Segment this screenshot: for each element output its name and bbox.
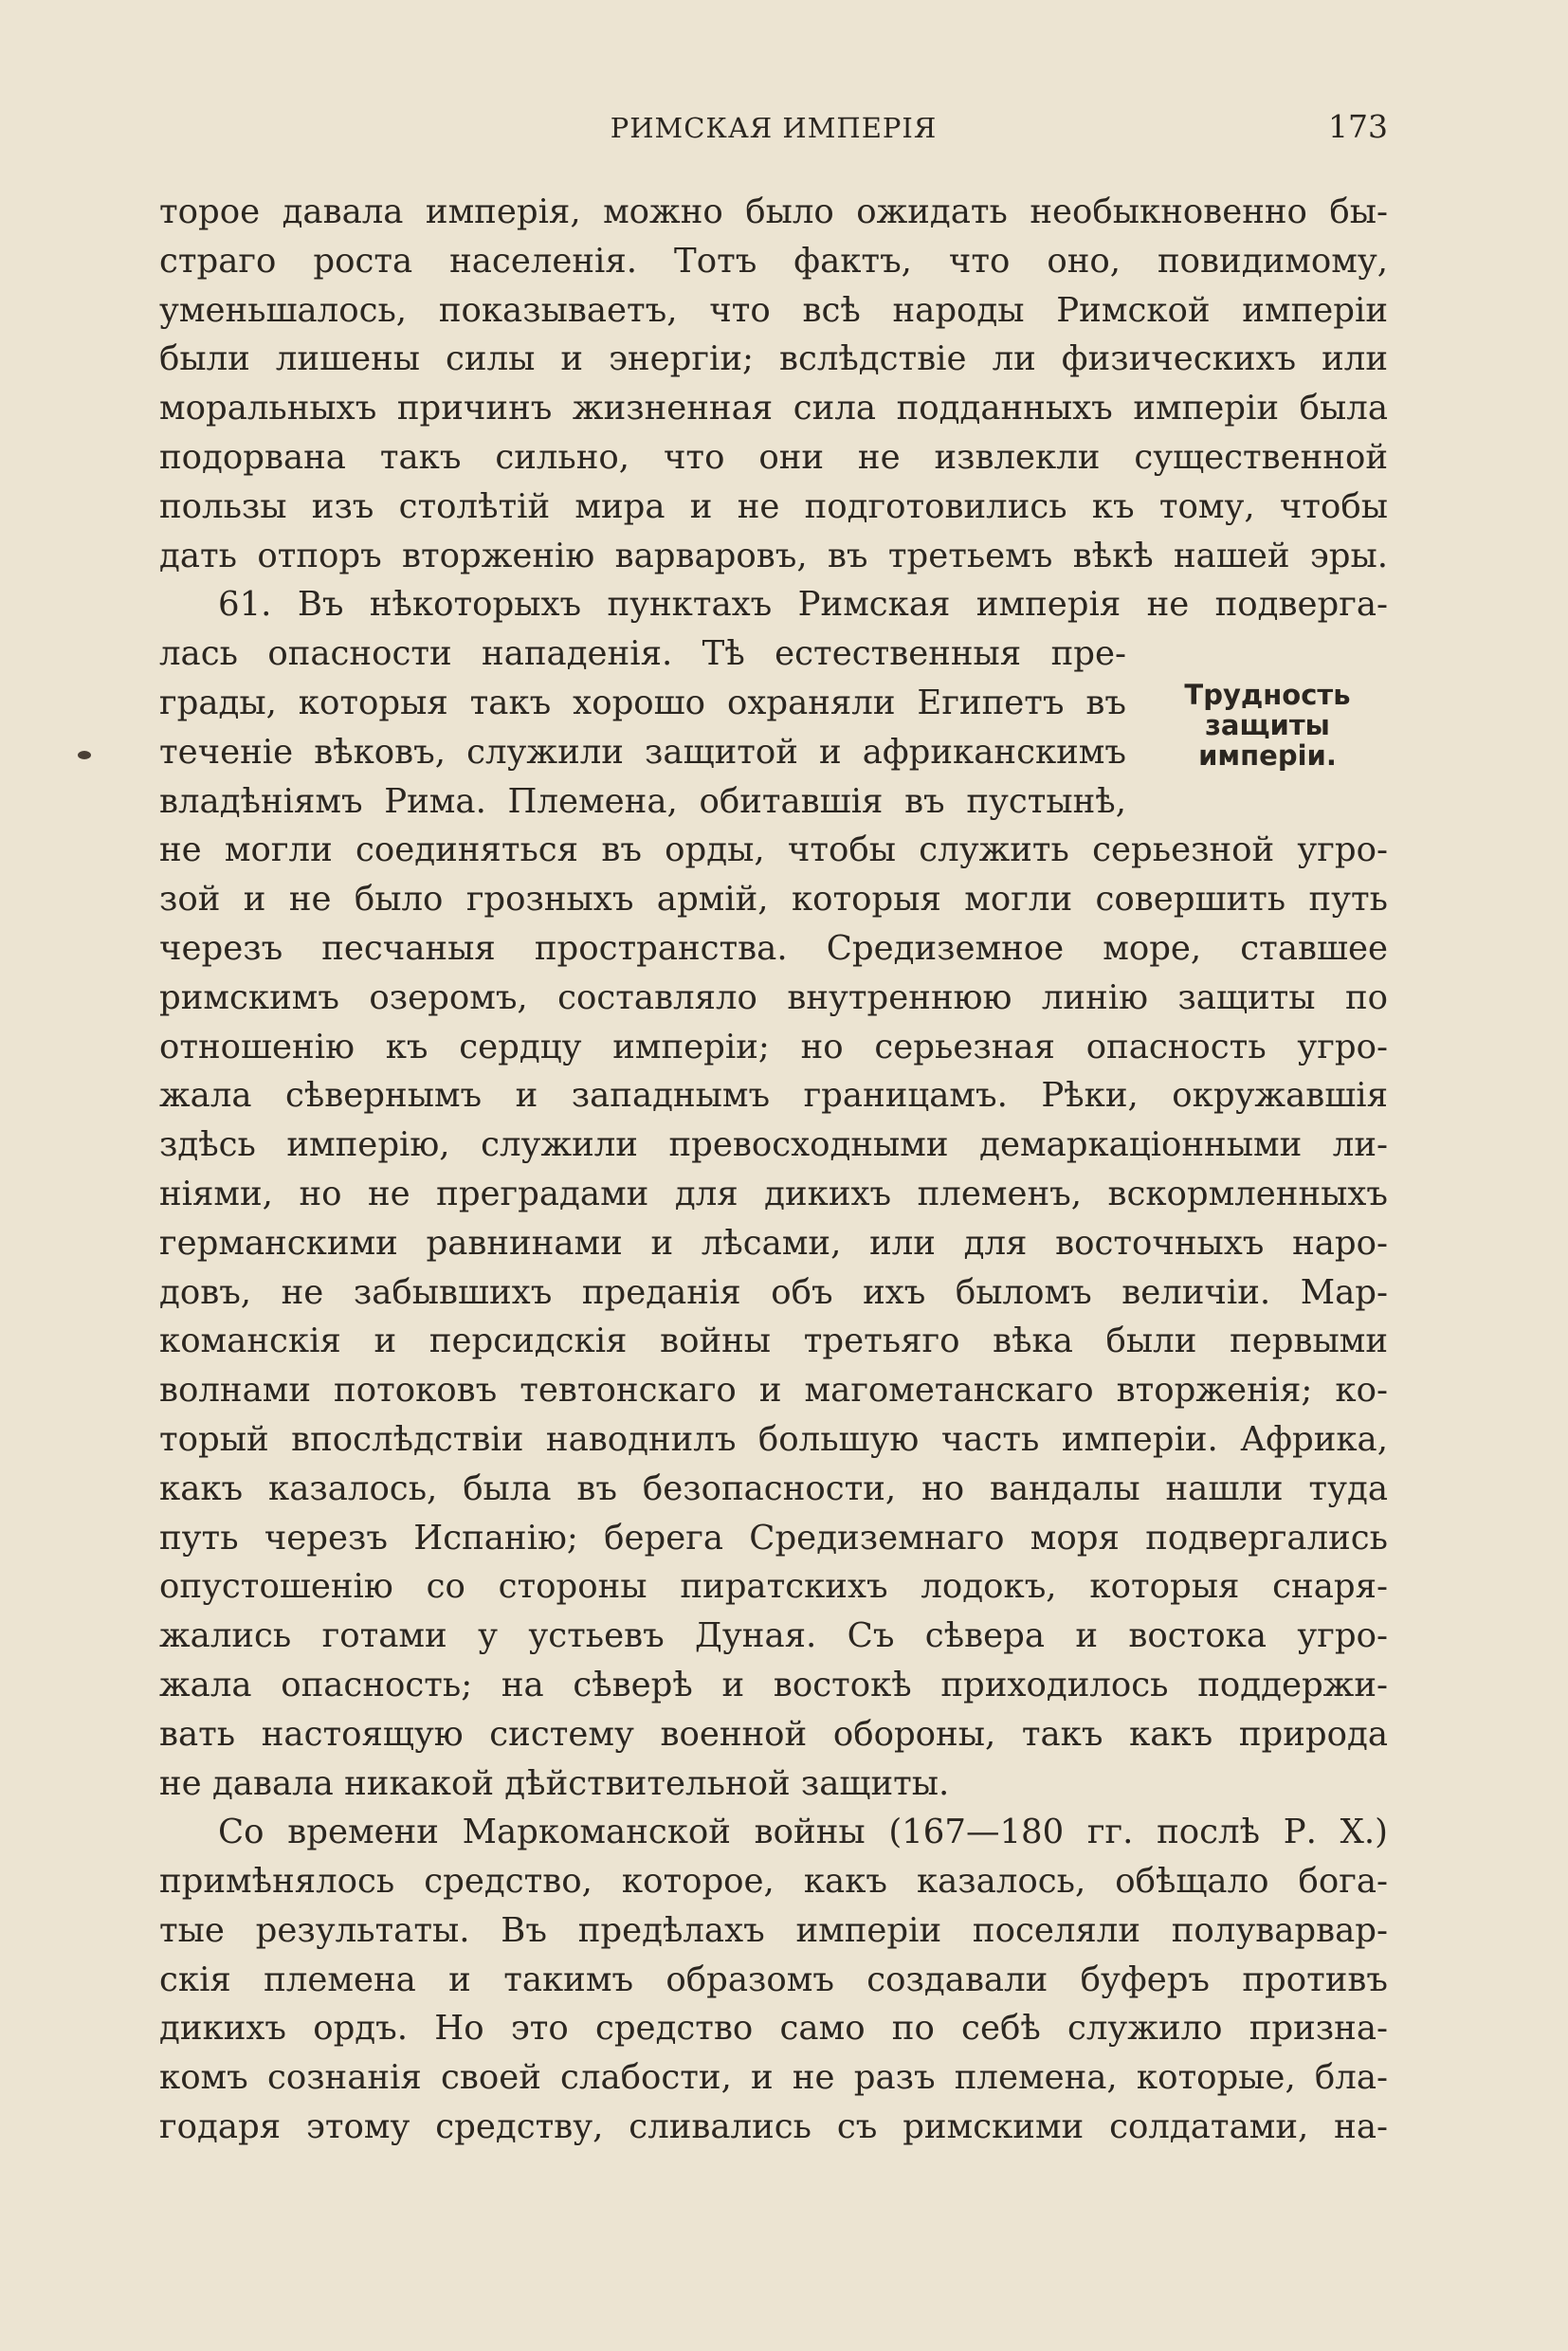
text-line: комъ сознанія своей слабости, и не разъ племена, которые, бла-: [159, 2058, 1388, 2098]
text-line: волнами потоковъ тевтонскаго и магометанскаго вторженія; ко-: [159, 1371, 1388, 1411]
text-line: черезъ песчаныя пространства. Средиземное море, ставшее: [159, 928, 1388, 968]
text-line: были лишены силы и энергіи; вслѣдствіе ли физическихъ или: [159, 339, 1388, 379]
text-line: примѣнялось средство, которое, какъ казалось, обѣщало бога-: [159, 1862, 1388, 1902]
body-text: [159, 188, 1388, 2152]
text-line: торое давала имперія, можно было ожидать необыкновенно бы-: [159, 192, 1388, 231]
text-line: здѣсь имперію, служили превосходными демаркаціонными ли-: [159, 1125, 1388, 1165]
text-line: опустошенію со стороны пиратскихъ лодокъ, которыя снаря-: [159, 1567, 1388, 1607]
paragraph-start-line: 61. Въ нѣкоторыхъ пунктахъ Римская имперія не подверга-: [218, 585, 1388, 625]
text-line: какъ казалось, была въ безопасности, но вандалы нашли туда: [159, 1468, 1388, 1508]
margin-note-line: защиты: [1205, 709, 1330, 741]
margin-note-line: Трудность: [1184, 679, 1351, 711]
text-line: дать отпоръ вторженію варваровъ, въ третьемъ вѣкѣ нашей эры.: [159, 536, 1388, 575]
text-line: жала опасность; на сѣверѣ и востокѣ приходилось поддержи-: [159, 1665, 1388, 1704]
text-line: моральныхъ причинъ жизненная сила подданныхъ имперіи была: [159, 389, 1388, 428]
text-line: вать настоящую систему военной обороны, такъ какъ природа: [159, 1714, 1388, 1754]
text-line: уменьшалось, показываетъ, что всѣ народы Римской имперіи: [159, 290, 1388, 330]
text-line: годаря этому средству, сливались съ римскими солдатами, на-: [159, 2107, 1388, 2147]
text-line: ніями, но не преградами для дикихъ племенъ, вскормленныхъ: [159, 1174, 1388, 1213]
text-line: дикихъ ордъ. Но это средство само по себѣ служило призна-: [159, 2009, 1388, 2049]
text-line: подорвана такъ сильно, что они не извлекли существенной: [159, 437, 1388, 477]
text-line: скія племена и такимъ образомъ создавали буферъ противъ: [159, 1959, 1388, 1999]
text-line: довъ, не забывшихъ преданія объ ихъ быломъ величіи. Мар-: [159, 1272, 1388, 1312]
text-line: римскимъ озеромъ, составляло внутреннюю линію защиты по: [159, 977, 1388, 1017]
text-line: германскими равнинами и лѣсами, или для восточныхъ наро-: [159, 1223, 1388, 1263]
paragraph-start-line: Со времени Маркоманской войны (167—180 гг. послѣ Р. Х.): [218, 1813, 1388, 1852]
text-line: отношенію къ сердцу имперіи; но серьезная опасность угро-: [159, 1027, 1388, 1066]
text-line: команскія и персидскія войны третьяго вѣка были первыми: [159, 1321, 1388, 1361]
page-header: [159, 108, 1388, 150]
page-number: 173: [1328, 108, 1388, 145]
text-line: не могли соединяться въ орды, чтобы служить серьезной угро-: [159, 830, 1388, 870]
text-line: зой и не было грозныхъ армій, которыя могли совершить путь: [159, 880, 1388, 920]
text-line: жались готами у устьевъ Дуная. Съ сѣвера и востока угро-: [159, 1616, 1388, 1656]
running-title: РИМСКАЯ ИМПЕРІЯ: [610, 112, 938, 144]
text-line: жала сѣвернымъ и западнымъ границамъ. Рѣки, окружавшія: [159, 1076, 1388, 1116]
text-line: владѣніямъ Рима. Племена, обитавшія въ пустынѣ,: [159, 781, 1126, 821]
margin-note-line: имперіи.: [1198, 739, 1337, 772]
text-line: торый впослѣдствіи наводнилъ большую часть имперіи. Африка,: [159, 1419, 1388, 1459]
text-line: лась опасности нападенія. Тѣ естественныя пре-: [159, 634, 1126, 674]
text-line: путь черезъ Испанію; берега Средиземнаго моря подвергались: [159, 1518, 1388, 1558]
paragraph-end-line: не давала никакой дѣйствительной защиты.: [159, 1763, 950, 1803]
text-line: тые результаты. Въ предѣлахъ имперіи поселяли полуварвар-: [159, 1910, 1388, 1950]
text-line: грады, которыя такъ хорошо охраняли Египетъ въ: [159, 683, 1126, 722]
ink-stain: [78, 751, 91, 759]
text-line: страго роста населенія. Тотъ фактъ, что оно, повидимому,: [159, 241, 1388, 281]
text-line: теченіе вѣковъ, служили защитой и африканскимъ: [159, 732, 1126, 772]
text-line: пользы изъ столѣтій мира и не подготовились къ тому, чтобы: [159, 486, 1388, 526]
